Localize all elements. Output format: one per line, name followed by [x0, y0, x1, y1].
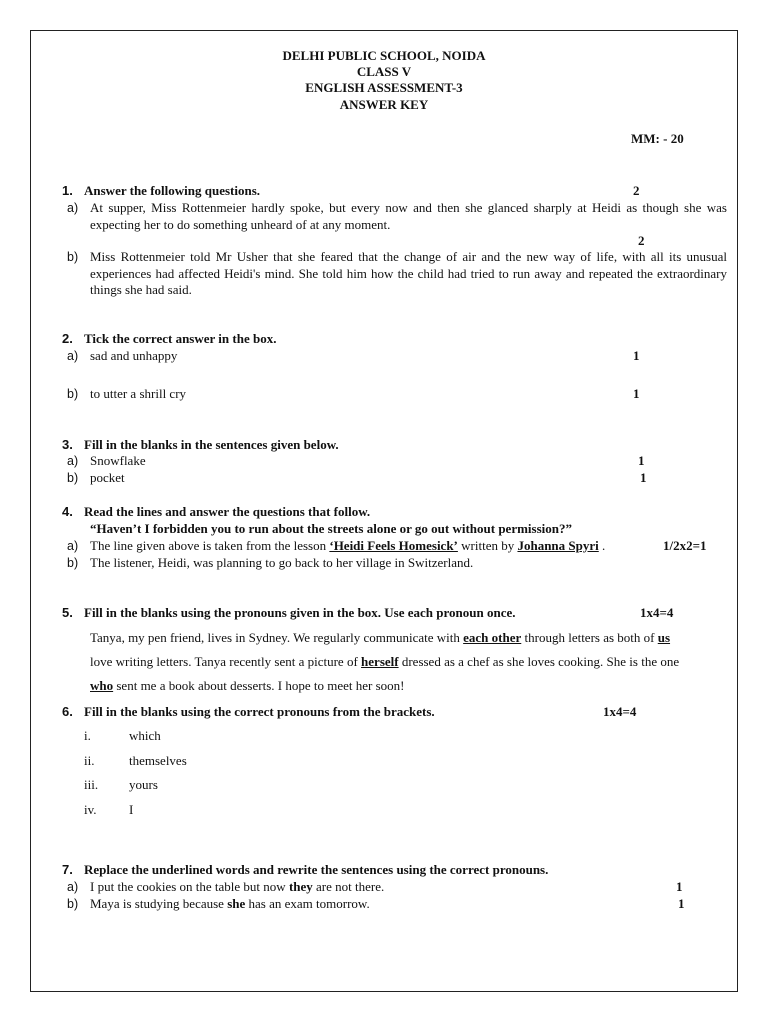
- q5-title: Fill in the blanks using the pronouns given in the box. Use each pronoun once.: [84, 605, 516, 620]
- q3-title: Fill in the blanks in the sentences given below.: [84, 437, 339, 452]
- q4-b-label: b): [67, 556, 79, 570]
- q5-answer-who: who: [90, 678, 114, 693]
- q7-b-post: has an exam tomorrow.: [245, 896, 370, 911]
- q2-number: 2.: [62, 331, 73, 346]
- q5-number: 5.: [62, 605, 73, 620]
- q6-number: 6.: [62, 704, 73, 719]
- q4-number: 4.: [62, 504, 73, 519]
- q4-a-marks: 1/2x2=1: [663, 538, 707, 553]
- q1-marks: 2: [633, 183, 640, 198]
- q3-b-label: b): [67, 471, 79, 485]
- q5-marks: 1x4=4: [640, 605, 674, 620]
- q5-line-2: [90, 654, 679, 670]
- q4-a-lesson: ‘Heidi Feels Homesick’: [329, 538, 458, 553]
- q6-item-4-answer: I: [129, 802, 134, 817]
- school-name: DELHI PUBLIC SCHOOL, NOIDA: [282, 48, 486, 63]
- q3-number: 3.: [62, 437, 73, 452]
- q3-b-answer: pocket: [90, 470, 125, 485]
- q4-quote: “Haven’t I forbidden you to run about the streets alone or go out without permission?”: [90, 521, 572, 536]
- q4-a-pre: The line given above is taken from the lesson: [90, 538, 330, 553]
- q4-title: Read the lines and answer the questions that follow.: [84, 504, 371, 519]
- q2-b-answer: to utter a shrill cry: [90, 386, 187, 401]
- q5-line-3: [90, 678, 404, 694]
- q6-marks: 1x4=4: [603, 704, 637, 719]
- q4-a-author: Johanna Spyri: [517, 538, 599, 553]
- q2-a-label: a): [67, 349, 79, 363]
- q2-b-marks: 1: [633, 386, 640, 401]
- q5-answer-each-other: each other: [463, 630, 522, 645]
- q6-item-3-label: iii.: [84, 777, 99, 792]
- q1-b-marks: 2: [638, 233, 645, 248]
- q6-item-3-answer: yours: [129, 777, 158, 792]
- q7-b-label: b): [67, 897, 79, 911]
- q4-a-mid: written by: [457, 538, 518, 553]
- q6-item-4-label: iv.: [84, 802, 97, 817]
- q4-a-post: .: [598, 538, 606, 553]
- q1-a-answer: At supper, Miss Rottenmeier hardly spoke, but every now and then she glanced sharply at Heidi as though she was expecting her to do something unheard of at any moment.: [90, 200, 727, 232]
- class-name: CLASS V: [356, 64, 412, 79]
- q7-b-pre: Maya is studying because: [90, 896, 228, 911]
- q2-a-answer: sad and unhappy: [90, 348, 178, 363]
- q7-a-marks: 1: [676, 879, 683, 894]
- q4-b-answer: The listener, Heidi, was planning to go back to her village in Switzerland.: [90, 555, 474, 570]
- q1-b-label: b): [67, 250, 79, 264]
- q7-a-pre: I put the cookies on the table but now: [90, 879, 289, 894]
- q6-title: Fill in the blanks using the correct pronouns from the brackets.: [84, 704, 435, 719]
- q3-a-marks: 1: [638, 453, 645, 468]
- q1-number: 1.: [62, 183, 73, 198]
- q1-b-answer: Miss Rottenmeier told Mr Usher that she feared that the change of air and the new way of life, with all its unusual experiences had affected Heidi's mind. She told him how the child had tried to run away and repeated the extraordinary things she had said.: [90, 249, 727, 297]
- q2-a-marks: 1: [633, 348, 640, 363]
- q3-a-answer: Snowflake: [90, 453, 146, 468]
- q5-line-1: [90, 630, 670, 646]
- q5-l3-post: sent me a book about desserts. I hope to meet her soon!: [113, 678, 405, 693]
- q3-a-label: a): [67, 454, 79, 468]
- q1-title: Answer the following questions.: [84, 183, 261, 198]
- q7-a-bold: they: [288, 879, 313, 894]
- q5-l2-pre: love writing letters. Tanya recently sent a picture of: [90, 654, 362, 669]
- q7-a-post: are not there.: [312, 879, 385, 894]
- q7-b-marks: 1: [678, 896, 685, 911]
- max-marks: MM: - 20: [631, 131, 684, 146]
- q5-l1-mid: through letters as both of: [521, 630, 658, 645]
- q5-answer-herself: herself: [361, 654, 399, 669]
- q6-item-1-answer: which: [129, 728, 161, 743]
- answer-key-title: ANSWER KEY: [339, 97, 429, 112]
- q4-a-label: a): [67, 539, 79, 553]
- q7-title: Replace the underlined words and rewrite the sentences using the correct pronouns.: [84, 862, 549, 877]
- q7-a-label: a): [67, 880, 79, 894]
- q7-b-bold: she: [227, 896, 246, 911]
- assessment-title: ENGLISH ASSESSMENT-3: [305, 80, 463, 95]
- q7-number: 7.: [62, 862, 73, 877]
- q3-b-marks: 1: [640, 470, 647, 485]
- q5-l2-post: dressed as a chef as she loves cooking. She is the one: [398, 654, 680, 669]
- q7-a-answer: [90, 879, 384, 895]
- q5-answer-us: us: [657, 630, 671, 645]
- q7-b-answer: [90, 896, 370, 912]
- q6-item-2-answer: themselves: [129, 753, 187, 768]
- q2-title: Tick the correct answer in the box.: [84, 331, 277, 346]
- q2-b-label: b): [67, 387, 79, 401]
- q5-l1-pre: Tanya, my pen friend, lives in Sydney. We regularly communicate with: [90, 630, 464, 645]
- q6-item-2-label: ii.: [84, 753, 95, 768]
- q1-a-label: a): [67, 201, 79, 215]
- q4-a-answer: [90, 538, 605, 554]
- q6-item-1-label: i.: [84, 728, 91, 743]
